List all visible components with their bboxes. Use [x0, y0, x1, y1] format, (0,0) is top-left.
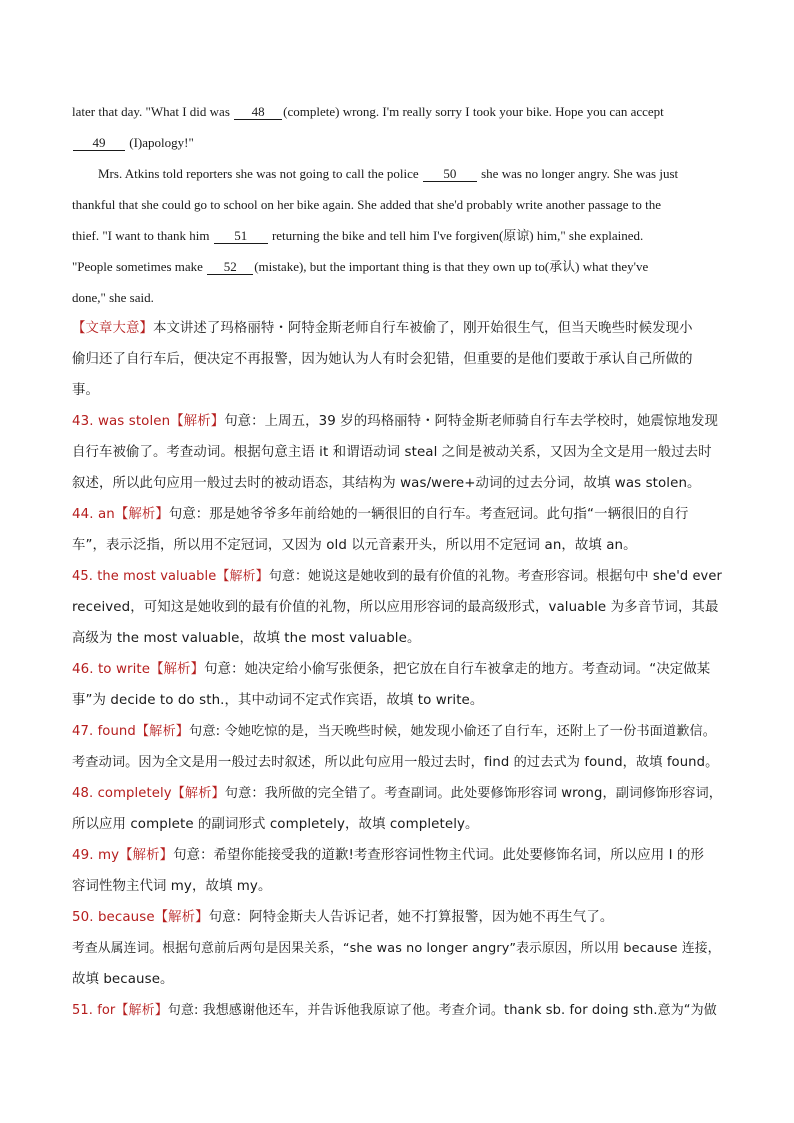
passage-line: done," she said. [72, 290, 154, 305]
answer-key: 47. found [72, 724, 136, 739]
answer-key: 51. for [72, 1003, 116, 1018]
answer-45 [72, 561, 724, 592]
passage-text: later that day. "What I did was [72, 104, 234, 119]
blank-50: 50 [423, 167, 477, 182]
answer-key: 49. my [72, 848, 120, 863]
analysis-text: 句意：上周五，39 岁的玛格丽特・阿特金斯老师骑自行车去学校时，她震惊地发现 [224, 414, 718, 429]
answer-47 [72, 716, 724, 747]
analysis-text: 句意：她说这是她收到的最有价值的礼物。考查形容词。根据句中 she'd ever [268, 569, 722, 584]
passage-line [72, 251, 724, 282]
analysis-tag: 【解析】 [150, 662, 205, 677]
blank-48: 48 [234, 105, 282, 120]
analysis-line: 高级为 the most valuable，故填 the most valuable。 [72, 631, 421, 646]
answer-49 [72, 840, 724, 871]
analysis-line: 叙述，所以此句应用一般过去时的被动语态，其结构为 was/were+动词的过去分词，故填 was stolen。 [72, 476, 701, 491]
passage-line [72, 158, 724, 189]
answer-46 [72, 654, 724, 685]
passage-line [72, 127, 724, 158]
passage-text: (mistake), but the important thing is that they own up to(承认) what they've [254, 259, 649, 274]
analysis-line: received，可知这是她收到的最有价值的礼物，所以应用形容词的最高级形式，valuable 为多音节词，其最 [72, 600, 719, 615]
summary-line [72, 313, 724, 344]
analysis-tag: 【解析】 [135, 724, 190, 739]
analysis-text: 句意：那是她爷爷多年前给她的一辆很旧的自行车。考查冠词。此句指“一辆很旧的自行 [168, 507, 689, 522]
analysis-line: 自行车被偷了。考查动词。根据句意主语 it 和谓语动词 steal 之间是被动关系，又因为全文是用一般过去时 [72, 445, 712, 460]
blank-51: 51 [214, 229, 268, 244]
answer-key: 46. to write [72, 662, 151, 677]
summary-line: 事。 [72, 383, 99, 398]
analysis-text: 句意：希望你能接受我的道歉!考查形容词性物主代词。此处要修饰名词，所以应用 I 的形 [173, 848, 704, 863]
analysis-text: 句意：阿特金斯夫人告诉记者，她不打算报警，因为她不再生气了。 [208, 910, 614, 925]
passage-text: thief. "I want to thank him [72, 228, 213, 243]
analysis-line: 容词性物主代词 my，故填 my。 [72, 879, 272, 894]
summary-text: 本文讲述了玛格丽特・阿特金斯老师自行车被偷了，刚开始很生气，但当天晚些时候发现小 [152, 321, 693, 336]
answer-50 [72, 902, 724, 933]
answer-key: 45. the most valuable [72, 569, 217, 584]
analysis-line: 事”为 decide to do sth.，其中动词不定式作宾语，故填 to write。 [72, 693, 484, 708]
answer-43 [72, 406, 724, 437]
analysis-tag: 【解析】 [115, 1003, 168, 1018]
passage-line [72, 96, 724, 127]
analysis-text: 句意: 我想感谢他还车，并告诉他我原谅了他。考查介词。thank sb. for doing sth.意为“为做 [167, 1003, 717, 1018]
answer-key: 44. an [72, 507, 115, 522]
analysis-tag: 【解析】 [216, 569, 269, 584]
summary-line: 偷归还了自行车后，便决定不再报警，因为她认为人有时会犯错，但重要的是他们要敢于承认自己所做的 [72, 352, 693, 367]
passage-line [72, 220, 724, 251]
analysis-text: 句意：我所做的完全错了。考查副词。此处要修饰形容词 wrong，副词修饰形容词， [224, 786, 723, 801]
passage-text: (I)apology!" [126, 135, 194, 150]
summary-label: 【文章大意】 [72, 321, 153, 336]
answer-key: 43. was stolen [72, 414, 171, 429]
analysis-line: 考查从属连词。根据句意前后两句是因果关系，“she was no longer angry”表示原因，所以用 because 连接， [72, 941, 721, 956]
passage-text: returning the bike and tell him I've forgiven(原谅) him," she explained. [268, 228, 644, 243]
passage-text: (complete) wrong. I'm really sorry I took your bike. Hope you can accept [283, 104, 664, 119]
passage-text: she was no longer angry. She was just [477, 166, 679, 181]
analysis-line: 故填 because。 [72, 972, 174, 987]
analysis-tag: 【解析】 [171, 786, 225, 801]
blank-52: 52 [207, 260, 253, 275]
answer-key: 48. completely [72, 786, 172, 801]
answer-48 [72, 778, 724, 809]
answer-51 [72, 995, 724, 1026]
passage-text: "People sometimes make [72, 259, 207, 274]
analysis-tag: 【解析】 [170, 414, 225, 429]
blank-49: 49 [73, 136, 125, 151]
answer-44 [72, 499, 724, 530]
passage-line: thankful that she could go to school on her bike again. She added that she'd probably write another passage to the [72, 197, 661, 212]
analysis-tag: 【解析】 [154, 910, 209, 925]
analysis-tag: 【解析】 [119, 848, 174, 863]
analysis-line: 车”，表示泛指，所以用不定冠词，又因为 old 以元音素开头，所以用不定冠词 an，故填 an。 [72, 538, 637, 553]
analysis-text: 句意: 令她吃惊的是，当天晚些时候，她发现小偷还了自行车，还附上了一份书面道歉信。 [189, 724, 717, 739]
document-page [72, 96, 724, 1026]
analysis-line: 所以应用 complete 的副词形式 completely，故填 completely。 [72, 817, 479, 832]
analysis-line: 考查动词。因为全文是用一般过去时叙述，所以此句应用一般过去时，find 的过去式为 found，故填 found。 [72, 755, 719, 770]
passage-text: Mrs. Atkins told reporters she was not going to call the police [98, 166, 422, 181]
answer-key: 50. because [72, 910, 155, 925]
analysis-tag: 【解析】 [114, 507, 169, 522]
analysis-text: 句意：她决定给小偷写张便条，把它放在自行车被拿走的地方。考查动词。“决定做某 [204, 662, 711, 677]
